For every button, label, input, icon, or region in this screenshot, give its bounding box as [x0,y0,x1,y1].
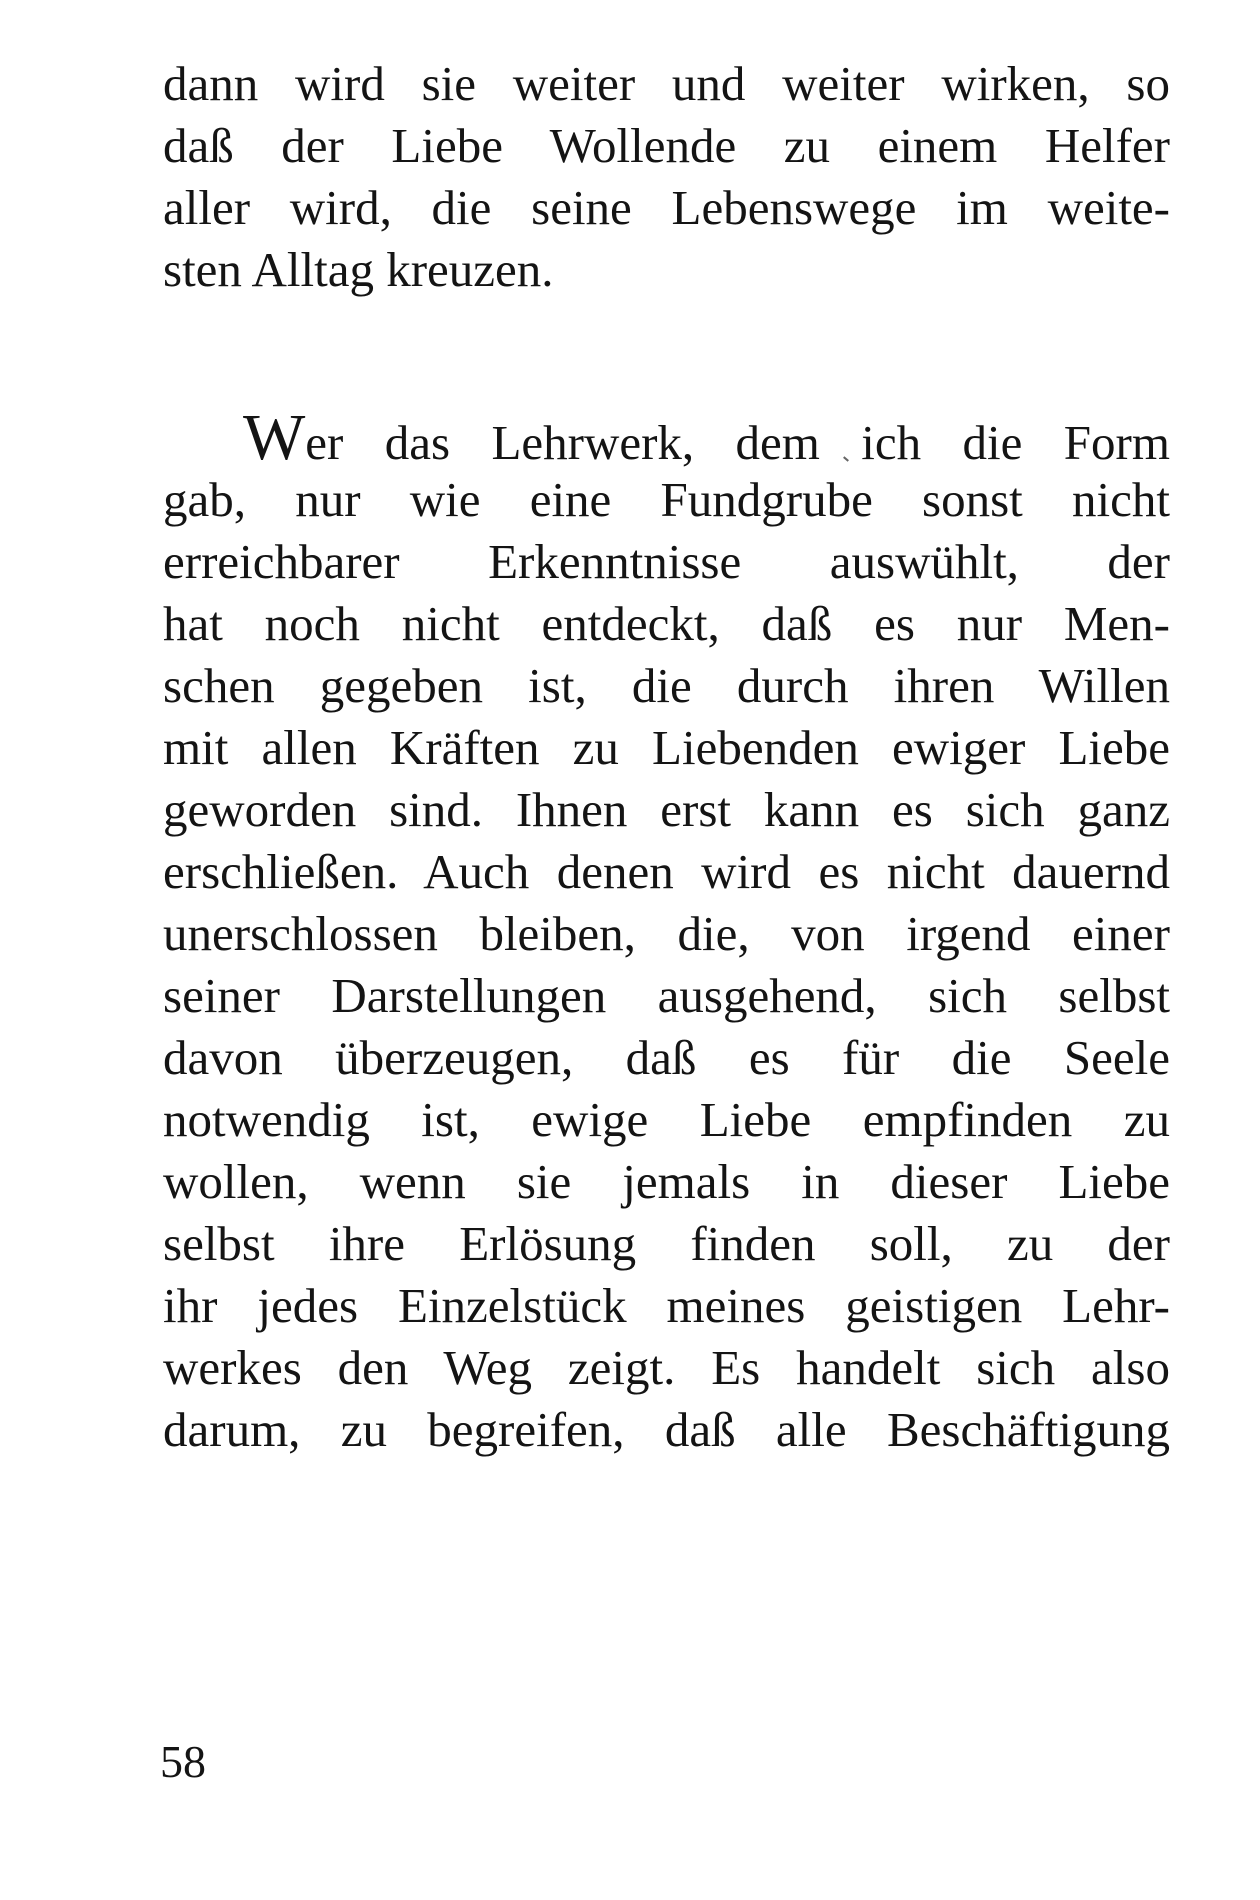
paragraph2-line-1-text: er das Lehrwerk, dem ich die Form [305,415,1170,470]
paragraph1-line-3: aller wird, die seine Lebenswege im weite- [163,180,1170,235]
paragraph2-line-6: mit allen Kräften zu Liebenden ewiger Liebe [163,720,1170,775]
paragraph2-line-14: selbst ihre Erlösung finden soll, zu der [163,1216,1170,1271]
paragraph2-line-2: gab, nur wie eine Fundgrube sonst nicht [163,472,1170,527]
paragraph2-line-4: hat noch nicht entdeckt, daß es nur Men- [163,596,1170,651]
paragraph1-line-4: sten Alltag kreuzen. [163,242,554,297]
paragraph2-line-13: wollen, wenn sie jemals in dieser Liebe [163,1154,1170,1209]
paragraph2-line-16: werkes den Weg zeigt. Es handelt sich also [163,1340,1170,1395]
paragraph2-line-3: erreichbarer Erkenntnisse auswühlt, der [163,534,1170,589]
paragraph2-line-9: unerschlossen bleiben, die, von irgend einer [163,906,1170,961]
paragraph2-line-11: davon überzeugen, daß es für die Seele [163,1030,1170,1085]
paragraph2-line-15: ihr jedes Einzelstück meines geistigen Lehr- [163,1278,1170,1333]
paragraph2-line-10: seiner Darstellungen ausgehend, sich selbst [163,968,1170,1023]
paragraph2-line-12: notwendig ist, ewige Liebe empfinden zu [163,1092,1170,1147]
paragraph1-line-1: dann wird sie weiter und weiter wirken, so [163,56,1170,111]
paragraph2-line-5: schen gegeben ist, die durch ihren Willen [163,658,1170,713]
dropcap-letter: W [243,401,306,474]
paragraph2-line-8: erschließen. Auch denen wird es nicht dauernd [163,844,1170,899]
paragraph2-line-7: geworden sind. Ihnen erst kann es sich ganz [163,782,1170,837]
paragraph2-line-17: darum, zu begreifen, daß alle Beschäftigung [163,1402,1170,1457]
paragraph2-line-1 [243,403,1170,473]
paragraph1-line-2: daß der Liebe Wollende zu einem Helfer [163,118,1170,173]
page-number: 58 [160,1736,206,1787]
